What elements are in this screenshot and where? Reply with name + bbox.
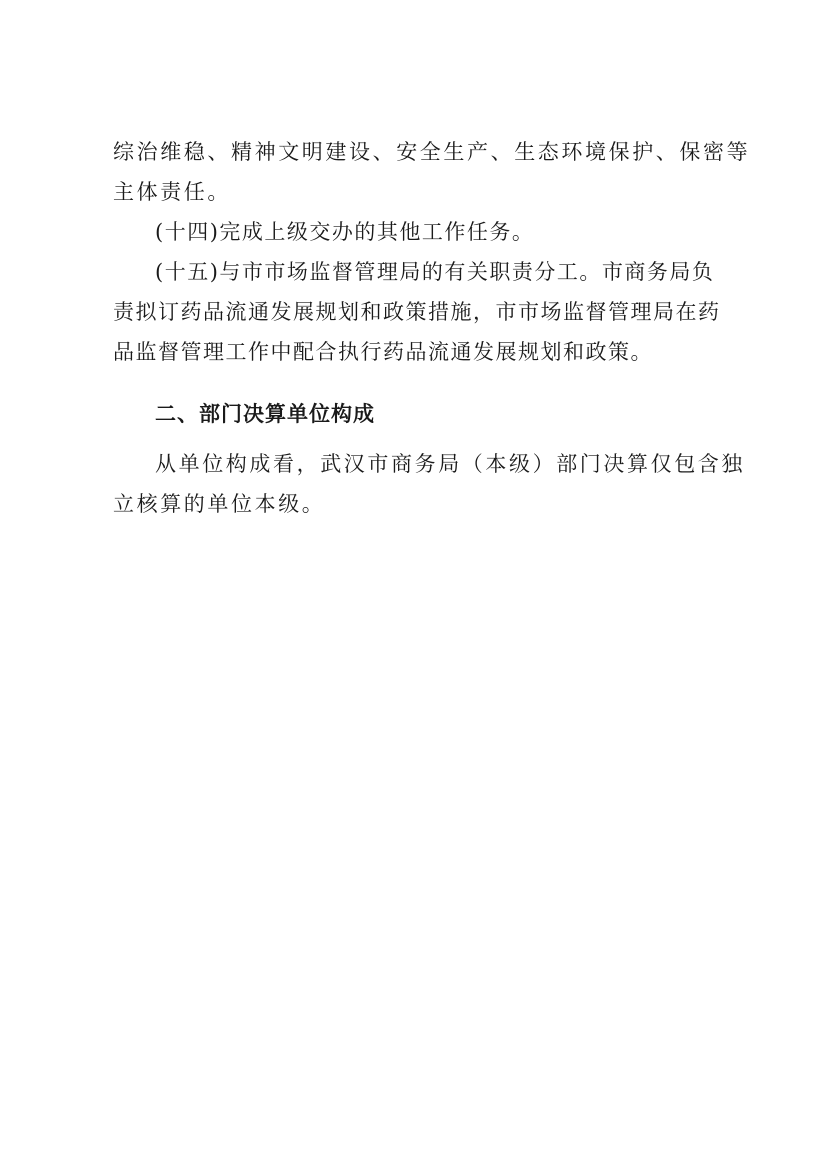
paragraph-responsibilities-continued <box>113 132 751 212</box>
text-line: 主体责任。 <box>113 180 231 204</box>
text-line: 责拟订药品流通发展规划和政策措施，市市场监督管理局在药 <box>113 300 721 324</box>
paragraph-item-14 <box>113 212 719 252</box>
text-line: 综治维稳、精神文明建设、安全生产、生态环境保护、保密等 <box>113 140 751 164</box>
text-line: 品监督管理工作中配合执行药品流通发展规划和政策。 <box>113 340 653 364</box>
text-line: (十五)与市市场监督管理局的有关职责分工。市商务局负 <box>155 260 715 284</box>
paragraph-item-15 <box>113 252 719 372</box>
text-line: 立核算的单位本级。 <box>113 492 326 516</box>
paragraph-unit-composition <box>113 444 745 524</box>
section-heading: 二、部门决算单位构成 <box>155 402 375 426</box>
document-body <box>113 132 751 524</box>
text-line: 从单位构成看，武汉市商务局（本级）部门决算仅包含独 <box>155 452 745 476</box>
text-line: (十四)完成上级交办的其他工作任务。 <box>155 220 535 244</box>
